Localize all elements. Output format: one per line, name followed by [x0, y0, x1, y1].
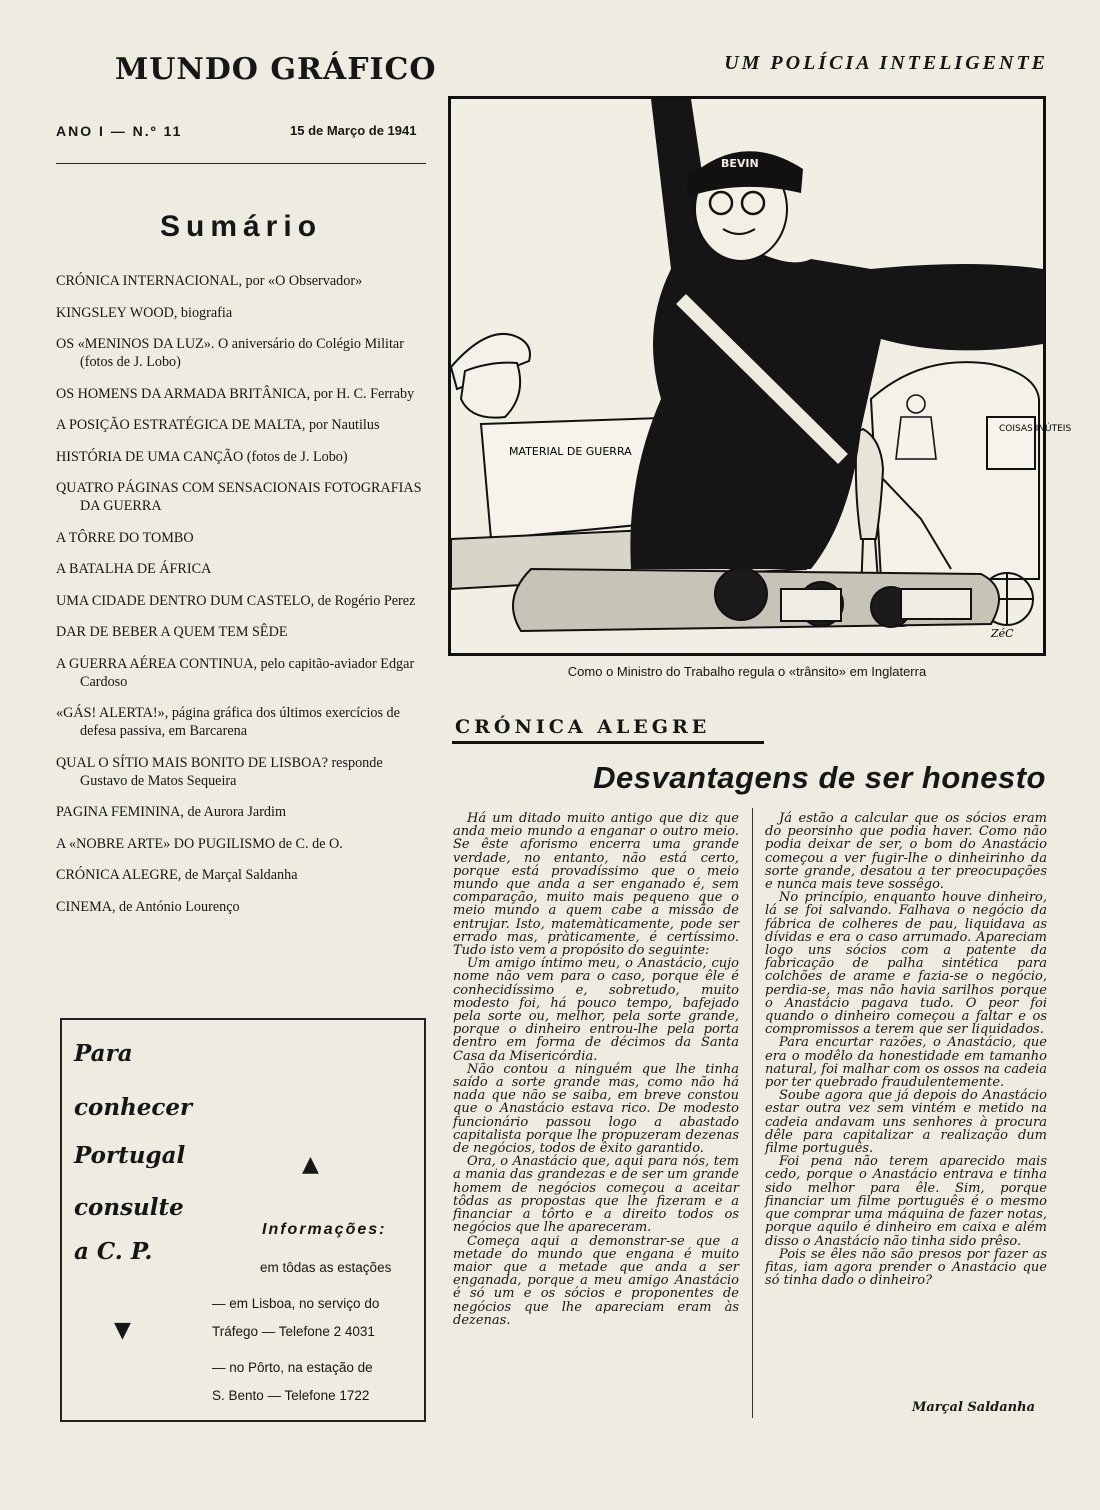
toc-item[interactable]: KINGSLEY WOOD, biografia	[56, 304, 233, 321]
toc-item[interactable]: PAGINA FEMININA, de Aurora Jardim	[56, 804, 287, 820]
author-signature: Marçal Saldanha	[911, 1400, 1035, 1415]
ad-info-line: — no Pôrto, na estação de	[212, 1360, 373, 1375]
column-divider	[752, 808, 753, 1418]
toc-item[interactable]: A TÔRRE DO TOMBO	[56, 529, 194, 546]
ad-line: consulte	[74, 1194, 184, 1221]
issue-number: ANO I — N.º 11	[56, 123, 183, 139]
toc-item[interactable]: A POSIÇÃO ESTRATÉGICA DE MALTA, por Nautilus	[56, 417, 380, 433]
ad-line: conhecer	[74, 1094, 193, 1121]
masthead: MUNDO GRÁFICO	[115, 52, 437, 87]
cp-advertisement	[60, 1018, 426, 1422]
cartoon-caption: Como o Ministro do Trabalho regula o «trânsito» em Inglaterra	[567, 664, 927, 679]
sumario-title: Sumário	[159, 210, 323, 243]
section-rule	[452, 741, 764, 744]
wagon-label: COISAS INÚTEIS	[999, 424, 1072, 434]
article-column-1	[453, 812, 739, 1327]
paragraph: Já estão a calcular que os sócios eram do peorsinho que podia haver. Como não podia deixar de ser, o bom do Anastácio começou a ver fugir-lhe o dinheirinho da sorte grande, desatou a ter preocupações e nunca mais teve sossêgo.	[765, 811, 1047, 893]
paragraph: Ora, o Anastácio que, aqui para nós, tem a mania das grandezas e de ser um grande homem de negócios começou a aceitar tôdas as propostas que lhe fizeram e a financiar a tôrto e a direito todos os negócios que lhe apareceram.	[453, 1154, 739, 1236]
page-headline: UM POLÍCIA INTELIGENTE	[724, 52, 1048, 74]
ad-line: Para	[74, 1040, 133, 1067]
paragraph: Começa aqui a demonstrar-se que a metade do mundo que engana é muito maior que a metade que anda a ser enganada, porque a meu amigo Anastácio é só um e os sócios e proponentes de negócios que lhe apareciam eram às dezenas.	[453, 1233, 739, 1328]
ad-info-title: Informações:	[262, 1221, 387, 1238]
crate-label: MATERIAL DE GUERRA	[509, 445, 632, 458]
paragraph: Pois se êles não são presos por fazer as fitas, iam agora prender o Anastácio que só tinha dado o dinheiro?	[765, 1246, 1047, 1289]
toc-item[interactable]: A GUERRA AÉREA CONTINUA, pelo capitão-aviador Edgar Cardoso	[56, 655, 415, 690]
down-triangle-icon: ▼	[114, 1318, 131, 1343]
header-rule	[56, 163, 426, 164]
paragraph: Soube agora que já depois do Anastácio estar outra vez sem vintém e metido na cadeia andavam uns senhores à procura dêle para capitalizar a realização dum filme português.	[765, 1088, 1047, 1157]
up-triangle-icon: ▲	[302, 1152, 319, 1177]
ad-info-line: — em Lisboa, no serviço do	[212, 1296, 380, 1311]
helmet-label: BEVIN	[721, 157, 759, 170]
toc-item[interactable]: A «NOBRE ARTE» DO PUGILISMO de C. de O.	[56, 835, 343, 852]
toc-item[interactable]: OS «MENINOS DA LUZ». O aniversário do Colégio Militar (fotos de J. Lobo)	[56, 336, 404, 370]
paragraph: Há um ditado muito antigo que diz que anda meio mundo a enganar o outro meio. Se êste aforismo encerra uma grande verdade, no entanto, não está certo, porque está provadíssimo que o meio mundo que anda a ser enganado é, sem comparação, muito mais pequeno que o meio mundo a quem cabe a missão de entrujar. Isto, matemàticamente, pode ser errado mas, pràticamente, é certíssimo. Tudo isto vem a propósito do seguinte:	[453, 811, 739, 959]
ad-line: Portugal	[74, 1142, 186, 1169]
toc-item[interactable]: QUATRO PÁGINAS COM SENSACIONAIS FOTOGRAFIAS DA GUERRA	[56, 480, 422, 514]
toc-item[interactable]: DAR DE BEBER A QUEM TEM SÊDE	[56, 624, 288, 640]
table-of-contents	[56, 272, 426, 929]
paragraph: Para encurtar razões, o Anastácio, que era o modêlo da honestidade em tamanho natural, foi malhar com os ossos na cadeia por ter quebrado fraudulentemente.	[765, 1035, 1047, 1091]
paragraph: Foi pena não terem aparecido mais cedo, porque o Anastácio entrava e tinha sido melhor para êle. Sim, porque financiar um filme português é o mesmo que comprar uma máquina de fazer notas, porque aquilo é dinheiro em caixa e além disso o Anastácio não tinha sido prêso.	[765, 1154, 1047, 1249]
issue-date: 15 de Março de 1941	[290, 123, 417, 138]
toc-item[interactable]: HISTÓRIA DE UMA CANÇÃO (fotos de J. Lobo)	[56, 448, 348, 465]
toc-item[interactable]: CRÓNICA INTERNACIONAL, por «O Observador»	[56, 273, 363, 289]
toc-item[interactable]: UMA CIDADE DENTRO DUM CASTELO, de Rogério Perez	[56, 592, 416, 609]
toc-item[interactable]: A BATALHA DE ÁFRICA	[56, 561, 212, 577]
paragraph: Um amigo íntimo meu, o Anastácio, cujo nome não vem para o caso, porque êle é conhecidíssimo e, sobretudo, muito modesto foi, há pouco tempo, bafejado pela sorte ou, melhor, pela sorte grande, porque o dinheiro entrou-lhe pela porta dentro em forma de décimos da Santa Casa da Misericórdia.	[453, 956, 739, 1064]
artist-signature: ZéC	[991, 627, 1014, 640]
ad-line: a C. P.	[74, 1238, 153, 1265]
ad-info-line: S. Bento — Telefone 1722	[212, 1388, 370, 1403]
toc-item[interactable]: CINEMA, de António Lourenço	[56, 898, 240, 915]
toc-item[interactable]: OS HOMENS DA ARMADA BRITÂNICA, por H. C. Ferraby	[56, 385, 415, 402]
section-label: CRÓNICA ALEGRE	[455, 716, 711, 738]
toc-item[interactable]: QUAL O SÍTIO MAIS BONITO DE LISBOA? responde Gustavo de Matos Sequeira	[56, 754, 383, 789]
paragraph: Não contou a ninguém que lhe tinha saído a sorte grande mas, como não há nada que não se saiba, em breve constou que o Anastácio estava rico. De modesto funcionário passou logo a abastado capitalista porque lhe propuzeram dezenas de negócios, todos de êxito garantido.	[453, 1061, 739, 1157]
cartoon-drawing	[451, 99, 1072, 653]
article-column-2	[765, 812, 1047, 1287]
cartoon-illustration	[448, 96, 1072, 656]
paragraph: No princípio, enquanto houve dinheiro, lá se foi salvando. Falhava o negócio da fábrica de colheres de pau, liquidava as dívidas e era o caso arrumado. Apareciam logo uns sócios com a patente da fabricação de palha sintética para colchões de arame e fazia-se o negócio, perdia-se, mas não havia sarilhos porque o Anastácio pagava tudo. O peor foi quando o dinheiro começou a faltar e os compromissos a terem que ser liquidados.	[765, 890, 1047, 1038]
toc-item[interactable]: «GÁS! ALERTA!», página gráfica dos últimos exercícios de defesa passiva, em Barcarena	[56, 705, 400, 739]
ad-info-line: em tôdas as estações	[260, 1260, 392, 1275]
ad-info-line: Tráfego — Telefone 2 4031	[212, 1324, 375, 1339]
article-title: Desvantagens de ser honesto	[593, 760, 1046, 795]
toc-item[interactable]: CRÓNICA ALEGRE, de Marçal Saldanha	[56, 867, 298, 883]
